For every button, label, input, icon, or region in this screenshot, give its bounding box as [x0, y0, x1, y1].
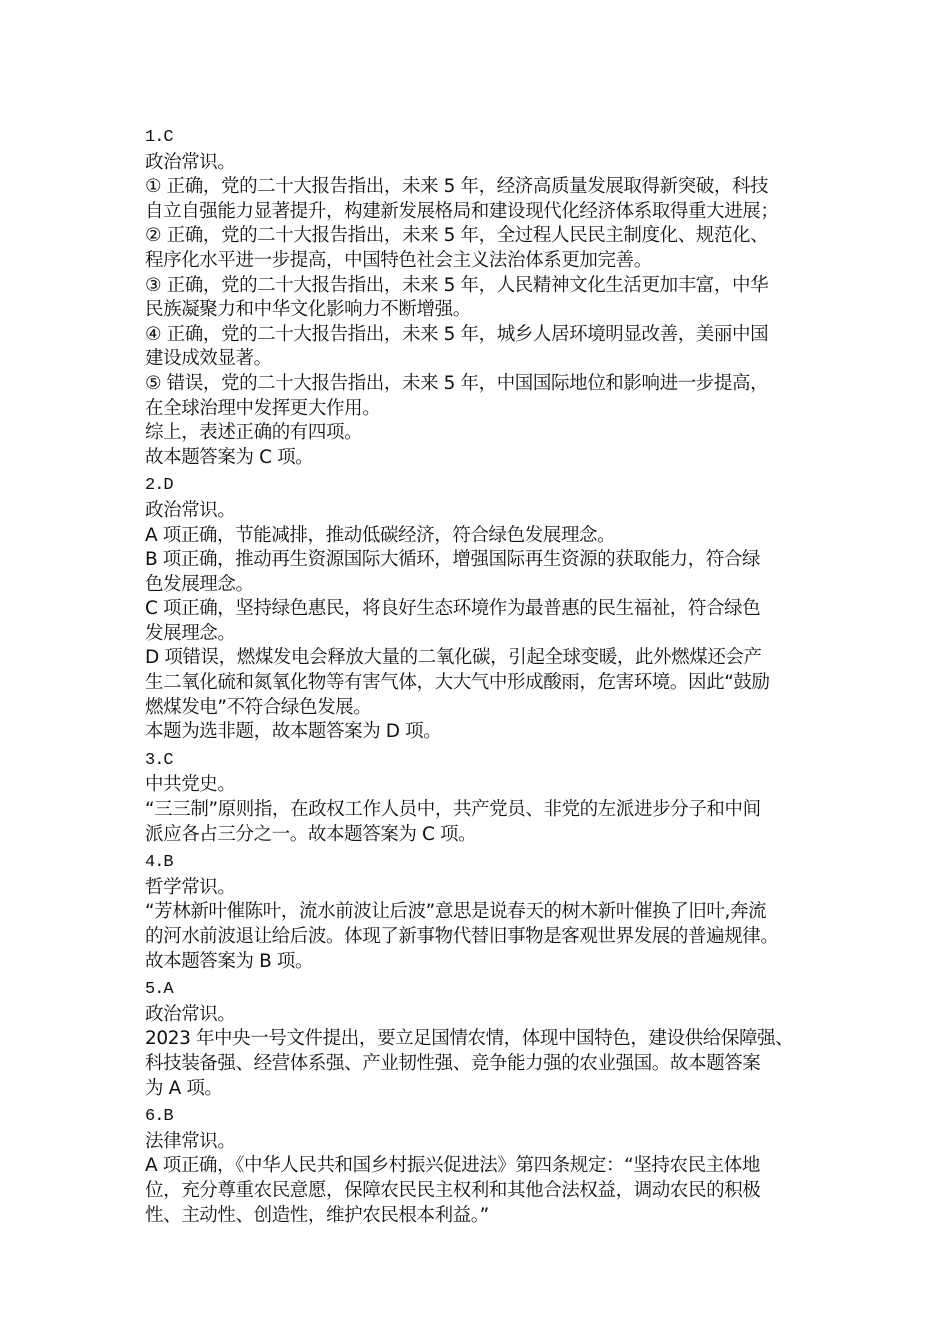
answer-section: [145, 1105, 825, 1228]
question-answer-header: 3.C: [145, 750, 173, 770]
explanation-line: 民族凝聚力和中华文化影响力不断增强。: [145, 299, 471, 321]
explanation-line: 生二氧化硫和氮氧化物等有害气体，大大气中形成酸雨，危害环境。因此“鼓励: [145, 672, 770, 694]
explanation-line: ⑤ 错误，党的二十大报告指出，未来 5 年，中国国际地位和影响进一步提高，: [145, 372, 769, 394]
explanation-line: 在全球治理中发挥更大作用。: [145, 397, 381, 419]
explanation-line: 综上，表述正确的有四项。: [145, 422, 363, 444]
question-answer-header: 1.C: [145, 128, 173, 147]
explanation-line: 2023 年中央一号文件提出，要立足国情农情，体现中国特色，建设供给保障强、: [145, 1028, 794, 1050]
question-answer-header: 5.A: [145, 980, 173, 1000]
explanation-line: A 项正确，《中华人民共和国乡村振兴促进法》第四条规定：“坚持农民主体地: [145, 1155, 760, 1177]
explanation-line: B 项正确，推动再生资源国际大循环，增强国际再生资源的获取能力，符合绿: [145, 549, 761, 571]
explanation-line: 性、主动性、创造性，维护农民根本利益。”: [145, 1204, 489, 1226]
explanation-line: 故本题答案为 C 项。: [145, 446, 314, 468]
question-answer-header: 6.B: [145, 1107, 173, 1127]
answer-section: [145, 126, 825, 470]
explanation-line: ④ 正确，党的二十大报告指出，未来 5 年，城乡人居环境明显改善，美丽中国: [145, 323, 769, 345]
explanation-line: ① 正确，党的二十大报告指出，未来 5 年，经济高质量发展取得新突破，科技: [145, 176, 769, 198]
explanation-line: ② 正确，党的二十大报告指出，未来 5 年，全过程人民民主制度化、规范化、: [145, 225, 769, 247]
explanation-line: ③ 正确，党的二十大报告指出，未来 5 年，人民精神文化生活更加丰富，中华: [145, 274, 769, 296]
answer-section: [145, 474, 825, 745]
explanation-line: 自立自强能力显著提升，构建新发展格局和建设现代化经济体系取得重大进展；: [145, 200, 779, 222]
explanation-line: 的河水前波退让给后波。体现了新事物代替旧事物是客观世界发展的普遍规律。: [145, 926, 779, 947]
explanation-line: 色发展理念。: [145, 573, 254, 595]
question-category: 法律常识。: [145, 1130, 236, 1152]
question-answer-header: 2.D: [145, 476, 173, 496]
explanation-line: A 项正确，节能减排，推动低碳经济，符合绿色发展理念。: [145, 524, 616, 546]
question-category: 哲学常识。: [145, 876, 236, 898]
question-category: 政治常识。: [145, 151, 236, 173]
question-answer-header: 4.B: [145, 853, 173, 873]
explanation-line: “芳林新叶催陈叶，流水前波让后波”意思是说春天的树木新叶催换了旧叶,奔流: [145, 901, 767, 923]
explanation-line: 故本题答案为 B 项。: [145, 950, 314, 972]
answer-section: [145, 851, 825, 974]
question-category: 中共党史。: [145, 774, 236, 796]
question-category: 政治常识。: [145, 499, 236, 521]
explanation-line: 建设成效显著。: [145, 348, 272, 370]
answer-document: [145, 126, 825, 1228]
explanation-line: 科技装备强、经营体系强、产业韧性强、竞争能力强的农业强国。故本题答案: [145, 1052, 761, 1074]
question-category: 政治常识。: [145, 1003, 236, 1025]
explanation-line: 派应各占三分之一。故本题答案为 C 项。: [145, 823, 477, 845]
explanation-line: “三三制”原则指，在政权工作人员中，共产党员、非党的左派进步分子和中间: [145, 799, 761, 821]
answer-section: [145, 749, 825, 847]
explanation-line: 位，充分尊重农民意愿，保障农民民主权利和其他合法权益，调动农民的积极: [145, 1179, 761, 1201]
explanation-line: 为 A 项。: [145, 1077, 223, 1099]
explanation-line: 程序化水平进一步提高，中国特色社会主义法治体系更加完善。: [145, 249, 652, 271]
explanation-line: 燃煤发电”不符合绿色发展。: [145, 696, 372, 718]
explanation-line: 发展理念。: [145, 622, 236, 644]
explanation-line: D 项错误，燃煤发电会释放大量的二氧化碳，引起全球变暖，此外燃煤还会产: [145, 647, 762, 669]
answer-section: [145, 978, 825, 1101]
explanation-line: 本题为选非题，故本题答案为 D 项。: [145, 721, 442, 743]
explanation-line: C 项正确，坚持绿色惠民，将良好生态环境作为最普惠的民生福祉，符合绿色: [145, 598, 761, 620]
